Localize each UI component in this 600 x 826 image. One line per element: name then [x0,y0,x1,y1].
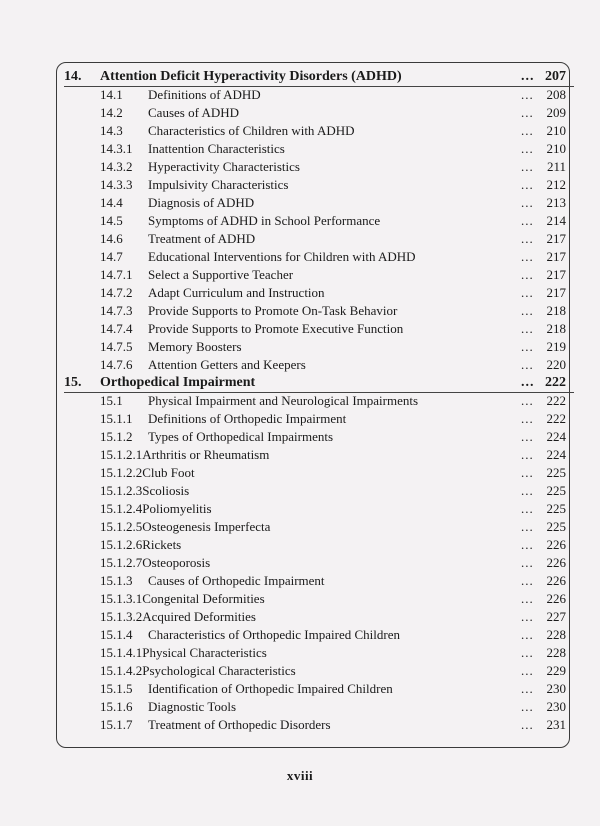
toc-entry-number: 14.7.5 [100,339,133,354]
toc-entry-title: Select a Supportive Teacher [148,267,294,282]
toc-entry-row [64,230,574,248]
toc-leader-dots: ... [521,483,534,498]
toc-leader-dots: ... [521,699,534,714]
toc-entry-title: Characteristics of Children with ADHD [148,123,355,138]
toc-leader-dots: ... [521,321,534,336]
toc-entry-number: 15.1.5 [100,681,133,696]
toc-entry-title: Treatment of ADHD [148,231,256,246]
toc-entry-number: 15.1.1 [100,411,133,426]
toc-page-number: 222 [546,411,566,426]
toc-entry-title: Diagnosis of ADHD [148,195,255,210]
toc-page-number: 231 [546,717,566,732]
toc-entry-number: 14.7.2 [100,285,133,300]
toc-entry-title: Definitions of Orthopedic Impairment [148,411,347,426]
toc-entry-row [64,194,574,212]
toc-entry-title: Orthopedical Impairment [100,375,256,390]
toc-leader-dots: ... [521,447,534,462]
table-of-contents [64,68,574,734]
toc-entry-row [64,428,574,446]
toc-leader-dots: ... [521,231,534,246]
toc-leader-dots: ... [521,393,534,408]
toc-chapter-row [64,374,574,392]
toc-page-number: 211 [546,159,566,174]
toc-entry-row [64,626,574,644]
toc-page-number: 217 [546,231,566,246]
toc-entry-title: Hyperactivity Characteristics [148,159,300,174]
toc-leader-dots: ... [521,285,534,300]
toc-leader-dots: ... [521,537,534,552]
toc-entry-title: 15.1.2.2Club Foot [100,465,195,480]
toc-entry-title: 15.1.2.6Rickets [100,537,182,552]
toc-entry-row [64,410,574,428]
toc-page-number: 228 [546,627,566,642]
toc-page-number: 209 [546,105,566,120]
toc-entry-row [64,392,574,410]
toc-entry-row [64,590,574,608]
toc-page-number: 217 [546,249,566,264]
toc-page-number: 208 [546,87,566,102]
toc-entry-title: Adapt Curriculum and Instruction [148,285,325,300]
toc-page-number: 218 [546,303,566,318]
toc-entry-title: 15.1.4.1Physical Characteristics [100,645,267,660]
toc-entry-number: 14.7.1 [100,267,133,282]
toc-entry-title: 15.1.2.3Scoliosis [100,483,190,498]
toc-entry-title: Causes of Orthopedic Impairment [148,573,325,588]
toc-entry-title: 15.1.2.5Osteogenesis Imperfecta [100,519,271,534]
toc-leader-dots: ... [521,267,534,282]
toc-leader-dots: ... [521,645,534,660]
toc-entry-title: Inattention Characteristics [148,141,285,156]
toc-entry-row [64,554,574,572]
toc-entry-number: 14. [64,69,82,84]
toc-entry-row [64,158,574,176]
toc-entry-row [64,302,574,320]
toc-leader-dots: ... [521,249,534,264]
toc-leader-dots: ... [521,159,534,174]
toc-page-number: 210 [546,141,566,156]
toc-page-number: 225 [546,465,566,480]
toc-entry-title: Symptoms of ADHD in School Performance [148,213,381,228]
toc-entry-title: Diagnostic Tools [148,699,237,714]
toc-entry-row [64,500,574,518]
toc-entry-number: 14.3.1 [100,141,133,156]
toc-entry-number: 15.1.7 [100,717,133,732]
toc-entry-title: 15.1.4.2Psychological Characteristics [100,663,296,678]
toc-page-number: 213 [546,195,566,210]
toc-entry-title: 15.1.2.1Arthritis or Rheumatism [100,447,270,462]
toc-entry-number: 14.7 [100,249,123,264]
toc-entry-number: 15.1.3 [100,573,133,588]
toc-page-number: 217 [546,267,566,282]
toc-entry-number: 15.1.4 [100,627,133,642]
toc-leader-dots: ... [521,663,534,678]
toc-entry-row [64,284,574,302]
toc-page-number: 227 [546,609,566,624]
toc-page-number: 228 [546,645,566,660]
toc-page-number: 217 [546,285,566,300]
toc-entry-title: Physical Impairment and Neurological Impairments [148,393,419,408]
toc-page-number: 230 [546,681,566,696]
toc-page-number: 210 [546,123,566,138]
toc-entry-row [64,248,574,266]
toc-page-number: 218 [546,321,566,336]
toc-entry-title: Attention Deficit Hyperactivity Disorders (ADHD) [100,69,402,84]
toc-entry-row [64,446,574,464]
toc-entry-row [64,104,574,122]
toc-leader-dots: ... [521,195,534,210]
toc-page-number: 226 [546,591,566,606]
toc-entry-row [64,572,574,590]
toc-leader-dots: ... [521,177,534,192]
toc-entry-number: 14.3 [100,123,123,138]
toc-leader-dots: ... [521,681,534,696]
toc-entry-title: Definitions of ADHD [148,87,261,102]
toc-entry-title: Provide Supports to Promote On-Task Behavior [148,303,398,318]
toc-page-number: 219 [546,339,566,354]
toc-leader-dots: ... [521,141,534,156]
toc-entry-title: Treatment of Orthopedic Disorders [148,717,331,732]
toc-page-number: 226 [546,555,566,570]
toc-leader-dots: ... [521,375,535,390]
toc-page-number: 226 [546,573,566,588]
toc-entry-row [64,680,574,698]
toc-leader-dots: ... [521,573,534,588]
toc-page-number: 220 [546,357,566,372]
toc-entry-row [64,140,574,158]
toc-entry-row [64,320,574,338]
toc-leader-dots: ... [521,429,534,444]
toc-entry-row [64,86,574,104]
toc-leader-dots: ... [521,123,534,138]
toc-page-number: 230 [546,699,566,714]
toc-entry-title: Types of Orthopedical Impairments [148,429,334,444]
toc-entry-row [64,536,574,554]
toc-leader-dots: ... [521,591,534,606]
toc-entry-row [64,266,574,284]
toc-leader-dots: ... [521,519,534,534]
page-number: xviii [286,768,314,783]
toc-leader-dots: ... [521,339,534,354]
toc-entry-number: 15. [64,375,82,390]
toc-leader-dots: ... [521,609,534,624]
toc-entry-number: 14.6 [100,231,123,246]
toc-page-number: 224 [546,429,566,444]
toc-entry-title: Causes of ADHD [148,105,239,120]
toc-chapter-row [64,68,574,86]
toc-entry-title: 15.1.2.7Osteoporosis [100,555,211,570]
toc-leader-dots: ... [521,501,534,516]
toc-leader-dots: ... [521,717,534,732]
toc-entry-number: 15.1 [100,393,123,408]
toc-page-number: 226 [546,537,566,552]
toc-entry-title: Impulsivity Characteristics [148,177,289,192]
toc-entry-title: Educational Interventions for Children with ADHD [148,249,416,264]
toc-entry-number: 15.1.6 [100,699,133,714]
toc-page-number: 229 [546,663,566,678]
toc-entry-number: 14.4 [100,195,123,210]
toc-entry-number: 14.1 [100,87,123,102]
toc-leader-dots: ... [521,105,534,120]
toc-entry-row [64,518,574,536]
toc-entry-title: Characteristics of Orthopedic Impaired Children [148,627,400,642]
toc-page-number: 222 [545,375,566,390]
toc-leader-dots: ... [521,411,534,426]
toc-entry-title: 15.1.3.1Congenital Deformities [100,591,265,606]
toc-page-number: 214 [546,213,566,228]
toc-leader-dots: ... [521,627,534,642]
toc-entry-number: 14.7.4 [100,321,133,336]
toc-entry-title: Provide Supports to Promote Executive Function [148,321,404,336]
toc-entry-number: 14.2 [100,105,123,120]
toc-entry-number: 14.7.3 [100,303,133,318]
toc-page-number: 225 [546,501,566,516]
toc-leader-dots: ... [521,303,534,318]
toc-entry-title: Identification of Orthopedic Impaired Children [148,681,393,696]
toc-leader-dots: ... [521,465,534,480]
toc-page-number: 225 [546,519,566,534]
toc-entry-number: 15.1.2 [100,429,133,444]
toc-entry-row [64,176,574,194]
toc-entry-row [64,608,574,626]
toc-entry-row [64,212,574,230]
toc-entry-number: 14.3.2 [100,159,133,174]
toc-entry-row [64,644,574,662]
toc-entry-row [64,356,574,374]
toc-entry-row [64,698,574,716]
toc-page-number: 224 [546,447,566,462]
toc-entry-row [64,122,574,140]
toc-leader-dots: ... [521,213,534,228]
toc-entry-row [64,482,574,500]
toc-entry-number: 14.5 [100,213,123,228]
toc-page-number: 225 [546,483,566,498]
toc-entry-title: Attention Getters and Keepers [148,357,306,372]
toc-page-number: 207 [545,69,566,84]
toc-entry-number: 14.3.3 [100,177,133,192]
toc-entry-row [64,716,574,734]
toc-entry-title: 15.1.2.4Poliomyelitis [100,501,212,516]
toc-entry-title: Memory Boosters [148,339,242,354]
toc-page-number: 222 [546,393,566,408]
toc-entry-number: 14.7.6 [100,357,133,372]
toc-entry-row [64,662,574,680]
toc-leader-dots: ... [521,69,535,84]
toc-entry-title: 15.1.3.2Acquired Deformities [100,609,256,624]
toc-leader-dots: ... [521,87,534,102]
toc-page-number: 212 [546,177,566,192]
toc-entry-row [64,338,574,356]
toc-leader-dots: ... [521,357,534,372]
toc-leader-dots: ... [521,555,534,570]
toc-entry-row [64,464,574,482]
